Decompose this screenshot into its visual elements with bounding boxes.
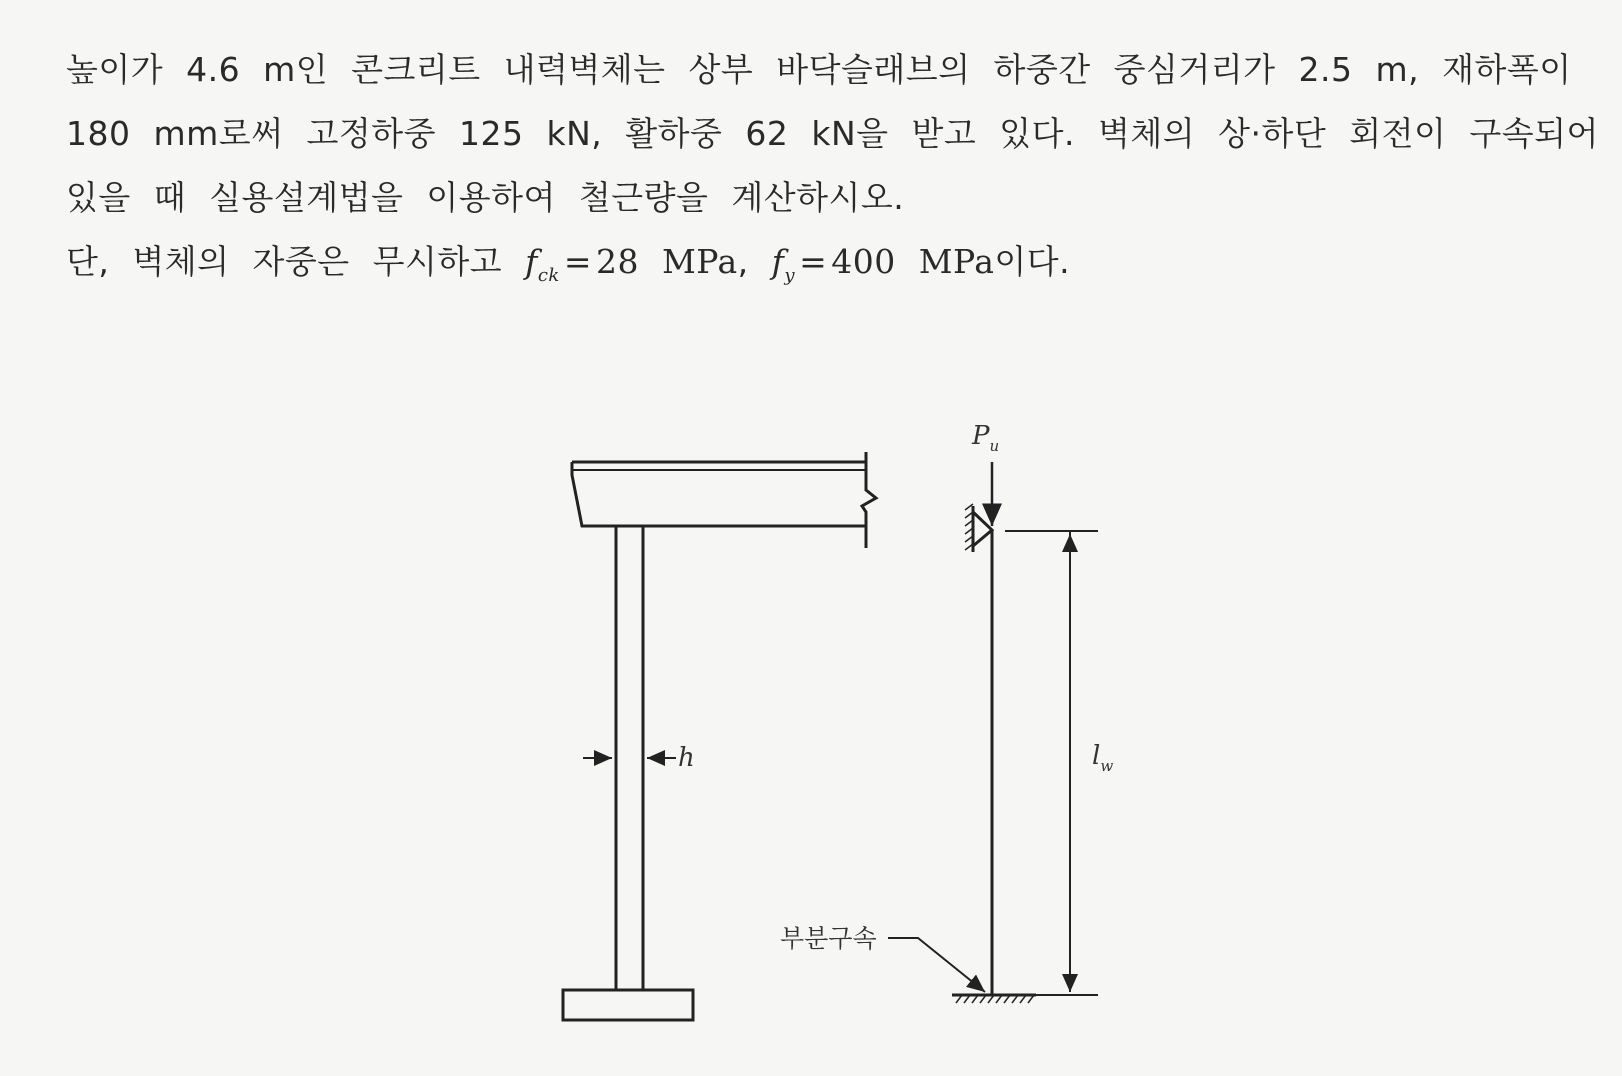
condition-suffix: 이다. — [994, 242, 1071, 281]
problem-line-2: 180 mm로써 고정하중 125 kN, 활하중 62 kN을 받고 있다. 벽체의 상·하단 회전이 구속되어 — [66, 114, 1599, 153]
load-label: $P_u$ — [972, 421, 1000, 455]
fy-value: 400 MPa — [831, 242, 995, 281]
fy-equals: = — [799, 242, 828, 281]
problem-line-3: 있을 때 실용설계법을 이용하여 철근량을 계산하시오. — [66, 178, 905, 217]
restraint-leader — [888, 938, 985, 992]
condition-prefix: 단, 벽체의 자중은 무시하고 — [66, 242, 503, 281]
top-pin-support — [973, 506, 992, 552]
restraint-label: 부분구속 — [780, 924, 877, 953]
support-hatching — [956, 504, 1034, 1003]
separator: , — [737, 242, 749, 281]
length-dimension — [1005, 531, 1098, 995]
fy-symbol: $f_y$ — [771, 242, 796, 286]
slab-break-line — [862, 452, 876, 548]
footing — [563, 990, 693, 1020]
structural-model — [952, 506, 1036, 995]
problem-line-1: 높이가 4.6 m인 콘크리트 내력벽체는 상부 바닥슬래브의 하중간 중심거리가 2.5 m, 재하폭이 — [66, 50, 1572, 89]
length-label: $l_w$ — [1092, 741, 1114, 775]
fck-symbol: $f_{ck}$ — [525, 242, 560, 286]
floor-slab — [572, 462, 866, 526]
thickness-label: h — [678, 743, 695, 773]
fck-equals: = — [563, 242, 592, 281]
fck-value: 28 MPa — [596, 242, 738, 281]
